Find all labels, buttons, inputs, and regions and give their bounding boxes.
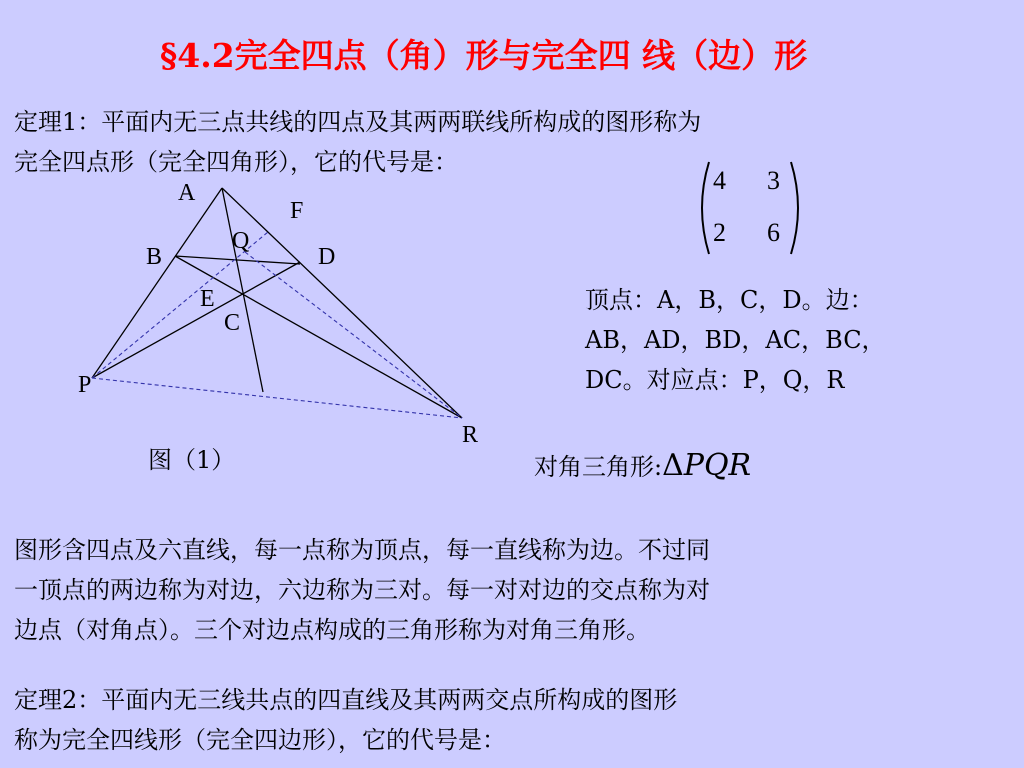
delta-symbol: Δ: [662, 448, 684, 483]
point-label-B: B: [146, 244, 163, 270]
theorem2-text: [14, 680, 677, 760]
matrix-cell-b: 3: [767, 166, 780, 195]
theorem1-line2: 完全四点形（完全四角形），它的代号是：: [14, 148, 458, 176]
dashed-Q-R: [245, 252, 462, 418]
point-label-C: C: [224, 310, 241, 336]
paragraph-line1: 图形含四点及六直线，每一点称为顶点，每一直线称为边。不过同: [14, 536, 710, 564]
diagonal-label: 对角三角形:: [534, 453, 663, 481]
dashed-P-R: [92, 378, 462, 418]
point-label-P: P: [78, 372, 92, 398]
point-label-Q: Q: [232, 228, 250, 254]
theorem2-line1: 定理2：平面内无三线共点的四直线及其两两交点所构成的图形: [14, 686, 678, 714]
info-line2: AB，AD，BD，AC，BC，: [585, 326, 886, 354]
point-label-F: F: [290, 198, 304, 224]
theorem1-line1: 定理1：平面内无三点共线的四点及其两两联线所构成的图形称为: [14, 108, 702, 136]
figure-caption: 图（1）: [148, 446, 236, 474]
paragraph-line3: 边点（对角点）。三个对边点构成的三角形称为对角三角形。: [14, 616, 650, 644]
info-line1: 顶点：A，B，C，D。边：: [585, 286, 874, 314]
slide-title: §4.2完全四点（角）形与完全四 线（边）形: [160, 36, 808, 75]
line-P-D: [92, 262, 300, 378]
point-label-A: A: [178, 180, 196, 206]
info-line3: DC。对应点：P，Q，R: [585, 366, 845, 394]
vertices-edges-info: [585, 280, 886, 400]
diagonal-triangle: [534, 446, 751, 487]
matrix-cell-d: 6: [767, 218, 780, 247]
point-label-D: D: [318, 244, 336, 270]
point-label-E: E: [200, 286, 215, 312]
matrix-cell-a: 4: [713, 166, 726, 195]
point-label-R: R: [462, 422, 479, 448]
line-A-P: [92, 188, 222, 378]
line-A-C: [222, 188, 263, 392]
triangle-name: PQR: [683, 448, 752, 483]
matrix-cell-c: 2: [713, 218, 726, 247]
paragraph-line2: 一顶点的两边称为对边，六边称为三对。每一对对边的交点称为对: [14, 576, 710, 604]
definition-paragraph: [14, 530, 710, 650]
theorem2-line2: 称为完全四线形（完全四边形），它的代号是：: [14, 726, 506, 754]
